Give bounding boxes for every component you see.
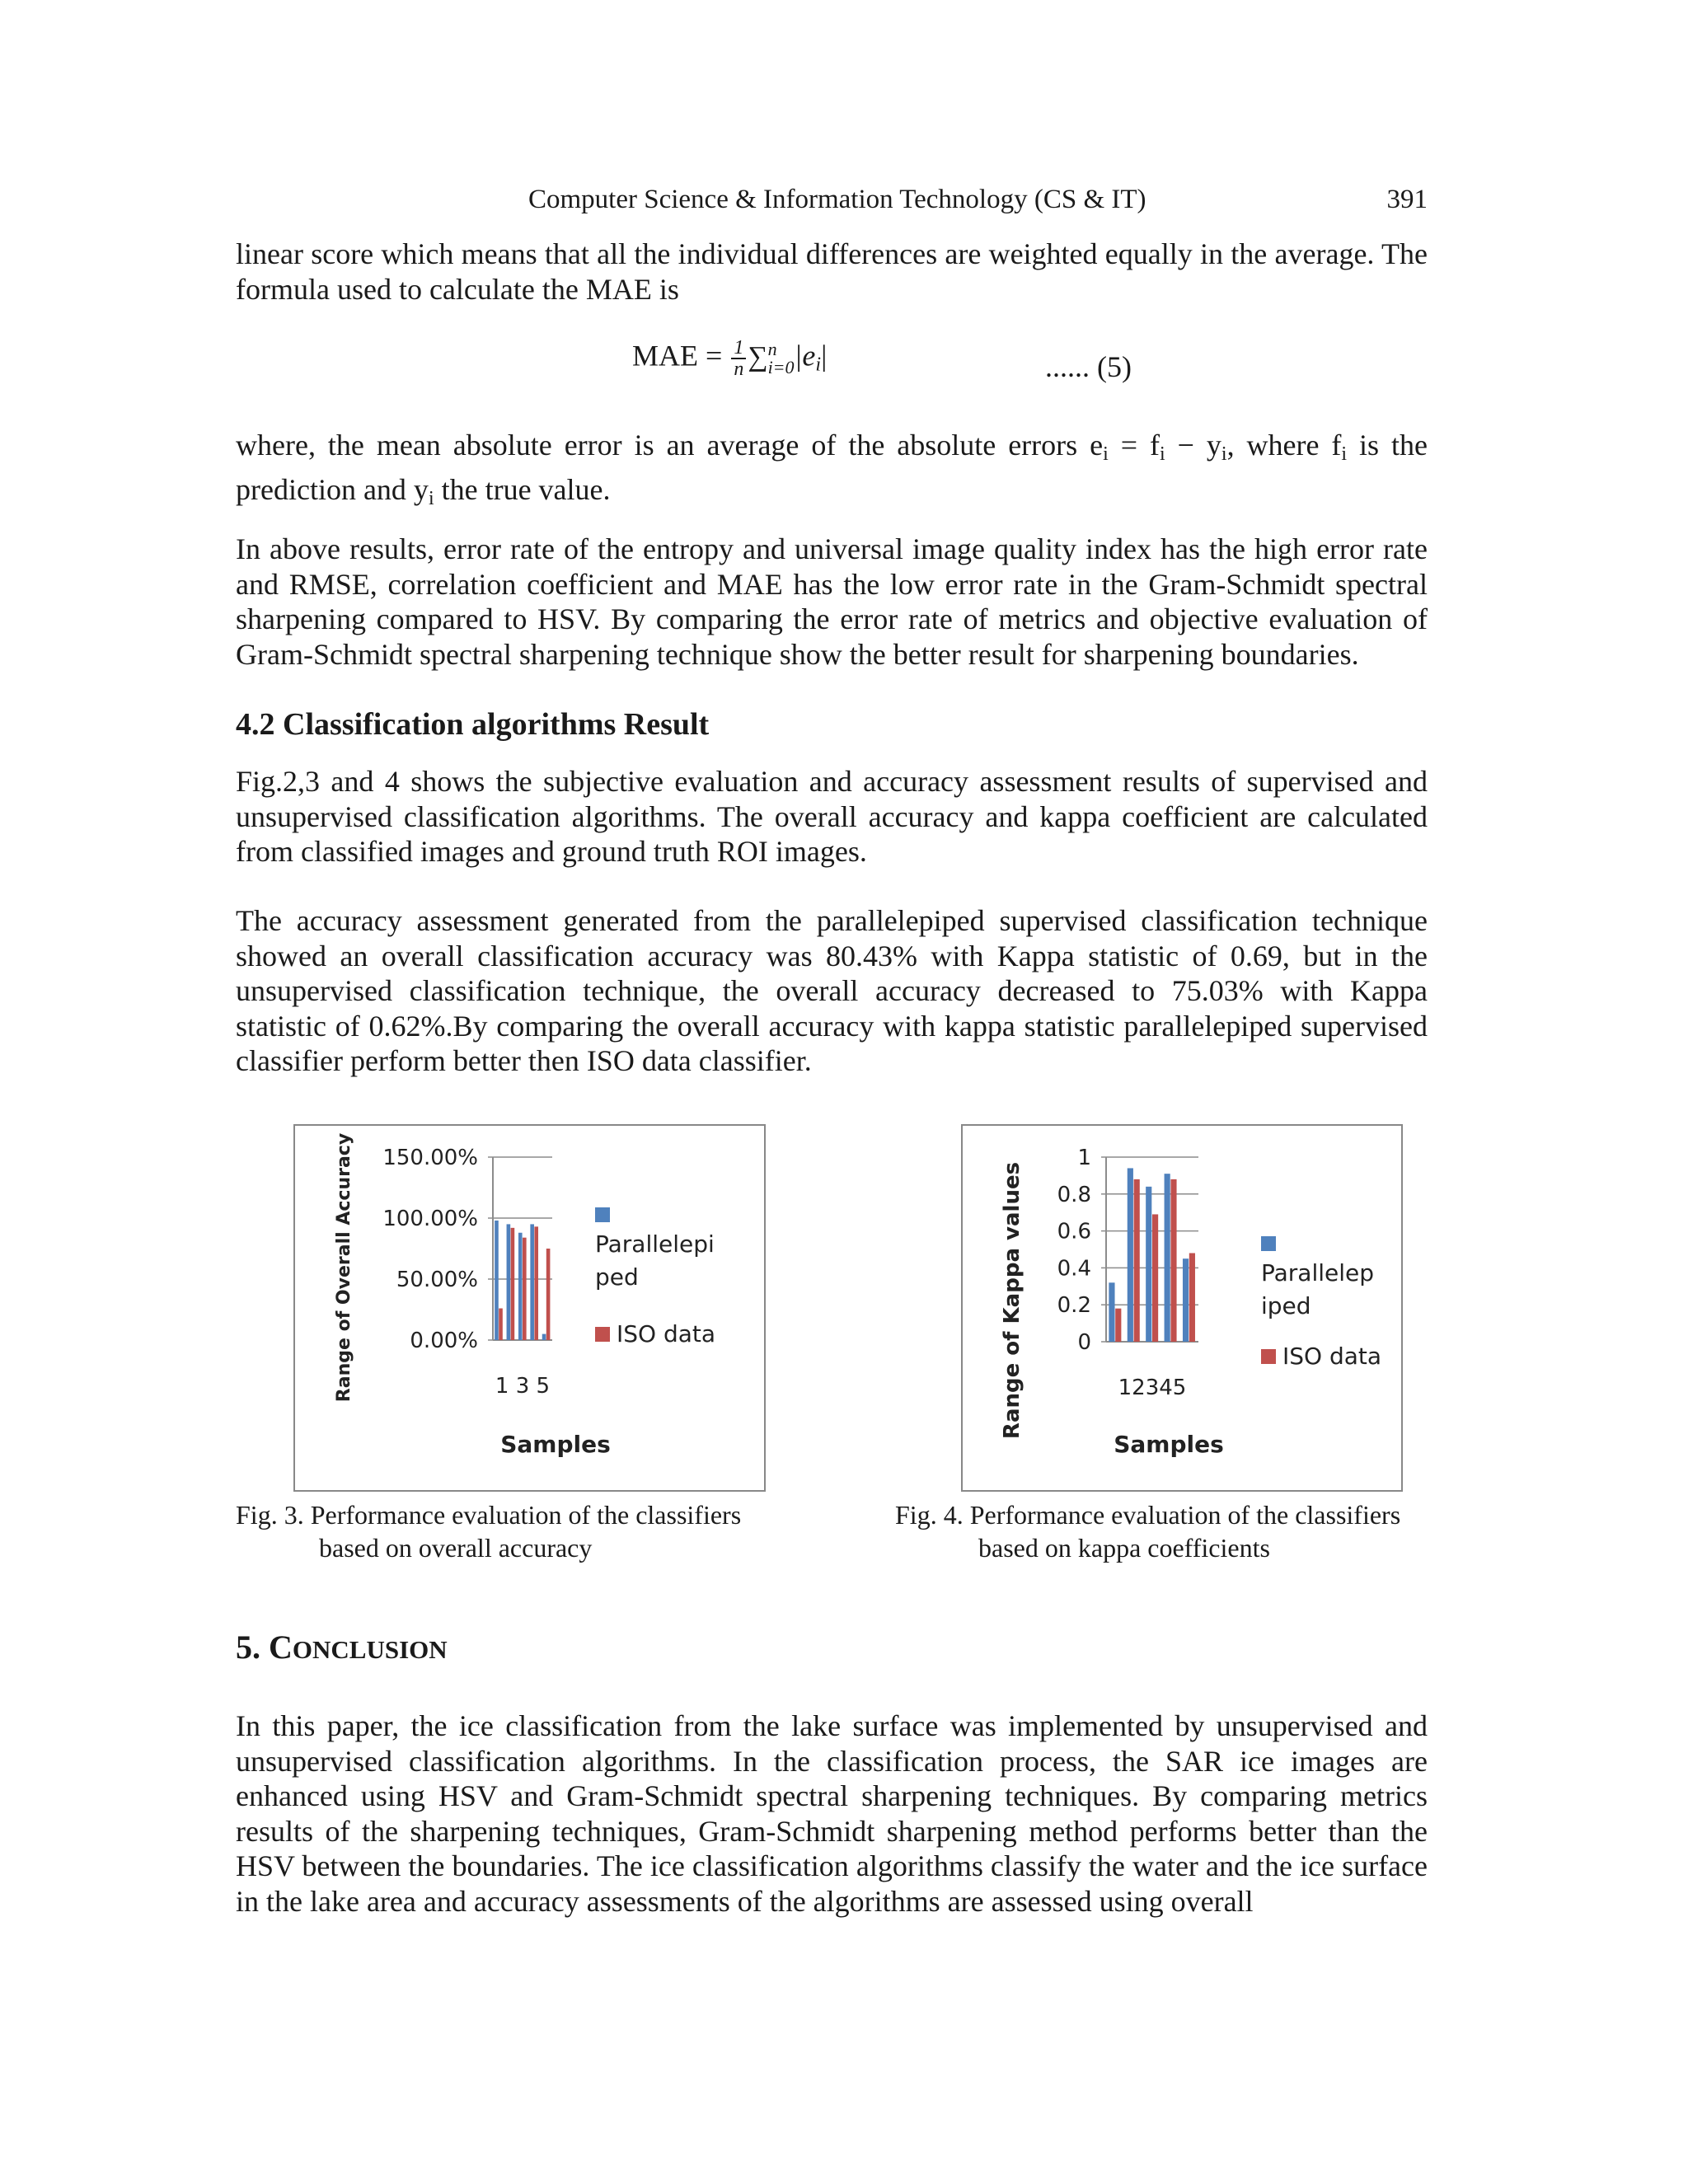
kappa-chart: [963, 1126, 1401, 1490]
bar-parallelepiped-4: [530, 1224, 534, 1340]
bar-iso-data-1: [499, 1309, 503, 1340]
figure-3-caption: [236, 1498, 741, 1564]
mae-equation: [632, 338, 827, 396]
x-tick-labels: 12345: [1118, 1376, 1187, 1400]
fraction-denominator: n: [734, 359, 744, 380]
equation-body: |e: [794, 339, 816, 373]
y-tick-label: 0.2: [1057, 1293, 1091, 1319]
y-tick-label: 0.8: [1057, 1182, 1091, 1207]
sum-upper: n: [767, 339, 777, 359]
bar-iso-data-2: [511, 1228, 515, 1340]
legend-label: Parallelep: [1261, 1259, 1375, 1286]
equation-fraction: [731, 338, 746, 379]
bar-parallelepiped-1: [1109, 1282, 1114, 1342]
overall-accuracy-chart: [295, 1126, 764, 1490]
bar-iso-data-4: [534, 1226, 538, 1340]
section-heading-4-2: 4.2 Classification algorithms Result: [236, 707, 710, 742]
paragraph-mae-definition: where, the mean absolute error is an average of the absolute errors $e_i = f_i - y_i$, where $f_i$ is the prediction and $y_i$ the true value.: [236, 429, 1428, 509]
bar-parallelepiped-3: [1146, 1187, 1151, 1342]
bar-parallelepiped-2: [1128, 1168, 1133, 1342]
journal-title: Computer Science & Information Technology (CS & IT): [528, 185, 1146, 214]
paragraph-conclusion: In this paper, the ice classification from the lake surface was implemented by unsupervised and unsupervised classification algorithms. In the classification process, the SAR ice images are enhanced using HSV and Gram-Schmidt spectral sharpening techniques. By comparing metrics results of the sharpening techniques, Gram-Schmidt sharpening method performs better than the HSV between the boundaries. The ice classification algorithms classify the water and the ice surface in the lake area and accuracy assessments of the algorithms are assessed using overall: [236, 1709, 1428, 1918]
paragraph-mae-intro: linear score which means that all the individual differences are weighted equally in the average. The formula used to calculate the MAE is: [236, 237, 1428, 306]
y-tick-label: 50.00%: [396, 1268, 478, 1292]
y-tick-label: 0.6: [1057, 1219, 1091, 1244]
legend-swatch-iso-data: [595, 1327, 610, 1342]
page-number: 391: [1386, 185, 1428, 214]
equation-number: ...... (5): [1045, 350, 1132, 383]
figure-4-chart: [961, 1124, 1403, 1492]
fig3-caption-line2: based on overall accuracy: [319, 1533, 593, 1563]
paragraph-figures-intro: Fig.2,3 and 4 shows the subjective evaluation and accuracy assessment results of supervised and unsupervised classification algorithms. The overall accuracy and kappa coefficient are calculated from classified images and ground truth ROI images.: [236, 765, 1428, 868]
legend-swatch-parallelepiped: [595, 1207, 610, 1222]
y-axis-label: Range of Kappa values: [1000, 1161, 1025, 1440]
y-tick-label: 0.4: [1057, 1256, 1091, 1282]
figure-3-chart: [293, 1124, 766, 1492]
x-axis-label: Samples: [500, 1431, 611, 1458]
legend-label: Parallelepi: [595, 1230, 715, 1258]
figure-4-caption: [895, 1498, 1400, 1564]
bar-parallelepiped-5: [542, 1334, 546, 1340]
legend-label: ISO data: [1282, 1343, 1382, 1370]
bar-iso-data-2: [1134, 1179, 1140, 1342]
sum-limits: [768, 340, 795, 377]
bar-iso-data-3: [523, 1238, 527, 1340]
equation-lhs: MAE =: [632, 339, 730, 373]
y-tick-label: 0.00%: [410, 1329, 478, 1353]
paragraph-accuracy: The accuracy assessment generated from the parallelepiped supervised classification technique showed an overall classification accuracy was 80.43% with Kappa statistic of 0.69, but in the unsupervised classification technique, the overall accuracy decreased to 75.03% with Kappa statistic of 0.62%.By comparing the overall accuracy with kappa statistic parallelepiped supervised classifier perform better then ISO data classifier.: [236, 904, 1428, 1077]
bar-parallelepiped-2: [507, 1224, 511, 1340]
fraction-numerator: 1: [731, 338, 746, 359]
fig4-caption-line1: Fig. 4. Performance evaluation of the classifiers: [895, 1500, 1401, 1530]
legend-swatch-iso-data: [1261, 1349, 1276, 1364]
fig3-caption-line1: Fig. 3. Performance evaluation of the classifiers: [236, 1500, 742, 1530]
y-tick-label: 1: [1077, 1146, 1091, 1170]
x-axis-label: Samples: [1114, 1431, 1224, 1458]
bar-parallelepiped-1: [495, 1221, 499, 1340]
paragraph-results: In above results, error rate of the entropy and universal image quality index has the high error rate and RMSE, correlation coefficient and MAE has the low error rate in the Gram-Schmidt spectral sharpening compared to HSV. By comparing the error rate of metrics and objective evaluation of Gram-Schmidt spectral sharpening technique show the better result for sharpening boundaries.: [236, 532, 1428, 671]
legend-label: ped: [595, 1263, 639, 1291]
legend-label: ISO data: [617, 1320, 716, 1347]
legend-label: iped: [1261, 1292, 1311, 1319]
y-axis-label: Range of Overall Accuracy: [334, 1132, 354, 1403]
section-heading-conclusion: 5. CONCLUSION: [236, 1629, 448, 1666]
legend-swatch-parallelepiped: [1261, 1236, 1276, 1251]
y-tick-label: 100.00%: [382, 1207, 478, 1231]
fig4-caption-line2: based on kappa coefficients: [978, 1533, 1270, 1563]
bar-iso-data-5: [1189, 1253, 1195, 1342]
x-tick-labels: 1 3 5: [495, 1374, 551, 1399]
equation-body-sub: i: [815, 354, 822, 376]
bar-iso-data-4: [1170, 1179, 1176, 1342]
sum-symbol: ∑: [748, 341, 768, 373]
bar-parallelepiped-4: [1165, 1174, 1170, 1342]
equation-body-end: |: [821, 339, 828, 373]
bar-iso-data-5: [546, 1249, 551, 1340]
y-tick-label: 0: [1077, 1330, 1091, 1355]
bar-iso-data-3: [1152, 1214, 1158, 1342]
bar-parallelepiped-3: [518, 1233, 523, 1340]
y-tick-label: 150.00%: [382, 1146, 478, 1170]
bar-parallelepiped-5: [1183, 1258, 1189, 1342]
bar-iso-data-1: [1115, 1309, 1121, 1342]
running-header: [236, 183, 1428, 223]
sum-lower: i=0: [767, 357, 795, 377]
